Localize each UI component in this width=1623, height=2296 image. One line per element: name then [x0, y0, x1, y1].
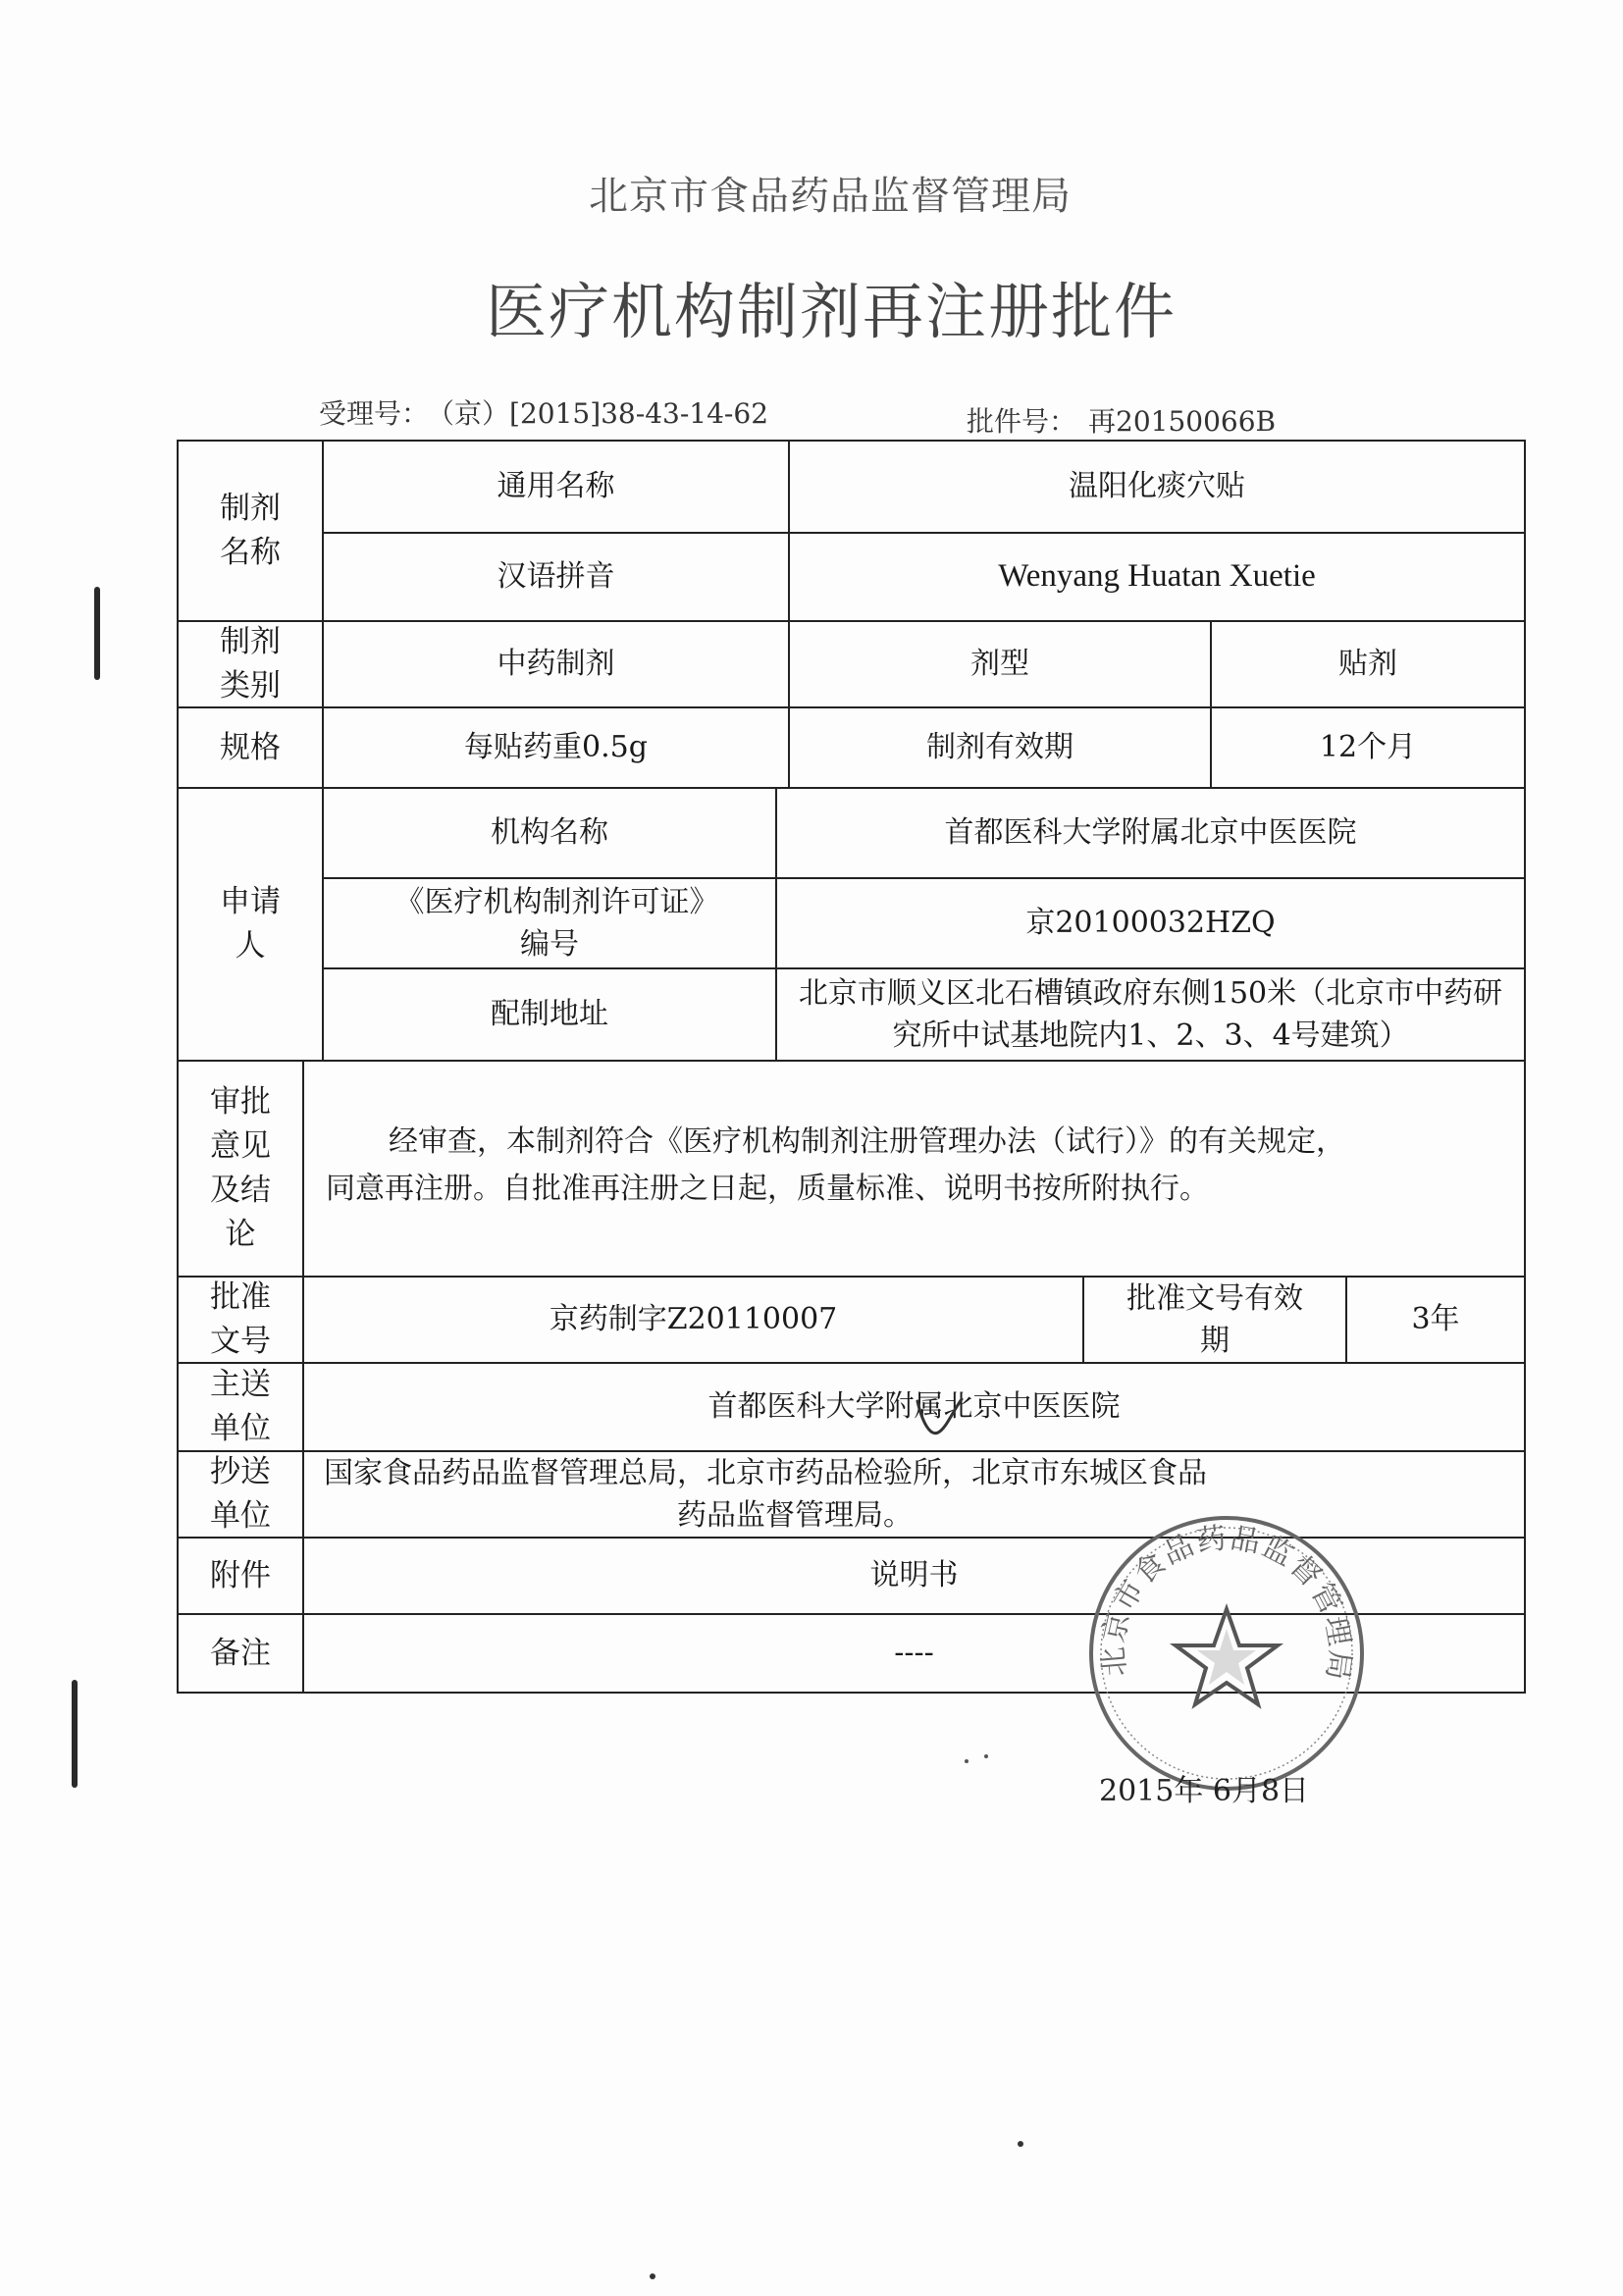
cc-group-text: 抄送单位 [210, 1454, 271, 1534]
pinyin-value: Wenyang Huatan Xuetie [788, 532, 1526, 622]
common-name-label: 通用名称 [322, 440, 790, 534]
category-value: 中药制剂 [322, 620, 790, 708]
cc-line-2: 药品监督管理局。 [677, 1498, 913, 1533]
document-title: 医疗机构制剂再注册批件 [486, 276, 1178, 347]
validity-label: 制剂有效期 [788, 706, 1212, 789]
approval-validity-value: 3年 [1345, 1276, 1526, 1364]
approval-label: 批件号： [967, 405, 1077, 438]
dosage-form-value: 贴剂 [1210, 620, 1526, 708]
validity-value: 12个月 [1210, 706, 1526, 789]
address-label: 配制地址 [322, 967, 777, 1062]
approval-value: 再20150066B [1088, 405, 1277, 438]
spec-group-header: 规格 [177, 706, 324, 789]
cc-line-1: 国家食品药品监督管理总局，北京市药品检验所，北京市东城区食品 [324, 1455, 1207, 1490]
main-recipient-value: 首都医科大学附属北京中医医院 [302, 1362, 1526, 1452]
opinion-group-text: 审批意见及结论 [210, 1084, 271, 1252]
agency-name: 北京市食品药品监督管理局 [589, 174, 1072, 219]
acceptance-value: （京）[2015]38-43-14-62 [441, 397, 769, 430]
category-group-text: 制剂类别 [220, 624, 281, 704]
opinion-line-2: 同意再注册。自批准再注册之日起，质量标准、说明书按所附执行。 [326, 1172, 1209, 1206]
approval-doc-group-text: 批准文号 [210, 1279, 271, 1359]
address-text: 北京市顺义区北石槽镇政府东侧150米（北京市中药研究所中试基地院内1、2、3、4号建筑） [798, 975, 1503, 1053]
spec-value: 每贴药重0.5g [322, 706, 790, 789]
institution-value: 首都医科大学附属北京中医医院 [775, 787, 1526, 879]
opinion-line-1: 经审查，本制剂符合《医疗机构制剂注册管理办法（试行）》的有关规定， [389, 1124, 1345, 1159]
pinyin-label: 汉语拼音 [322, 532, 790, 622]
remarks-group-header: 备注 [177, 1613, 304, 1694]
remarks-value: ---- [302, 1613, 1526, 1694]
name-group-text: 制剂名称 [220, 491, 281, 570]
issue-date: 2015年 6月8日 [1099, 1774, 1310, 1808]
approval-doc-value: 京药制字Z20110007 [302, 1276, 1084, 1364]
seal-text-path: 北京市食品药品监督管理局 [1096, 1521, 1357, 1685]
license-label-text: 《医疗机构制剂许可证》编号 [394, 884, 705, 962]
main-recipient-group-text: 主送单位 [210, 1367, 271, 1446]
applicant-group-text: 申请人 [220, 884, 281, 964]
dosage-form-label: 剂型 [788, 620, 1212, 708]
license-value: 京20100032HZQ [775, 877, 1526, 969]
attachment-value: 说明书 [302, 1537, 1526, 1615]
common-name-value: 温阳化痰穴贴 [788, 440, 1526, 534]
acceptance-label: 受理号： [319, 397, 430, 430]
institution-label: 机构名称 [322, 787, 777, 879]
attachment-group-header: 附件 [177, 1537, 304, 1615]
approval-validity-label-text: 批准文号有效期 [1126, 1280, 1303, 1358]
